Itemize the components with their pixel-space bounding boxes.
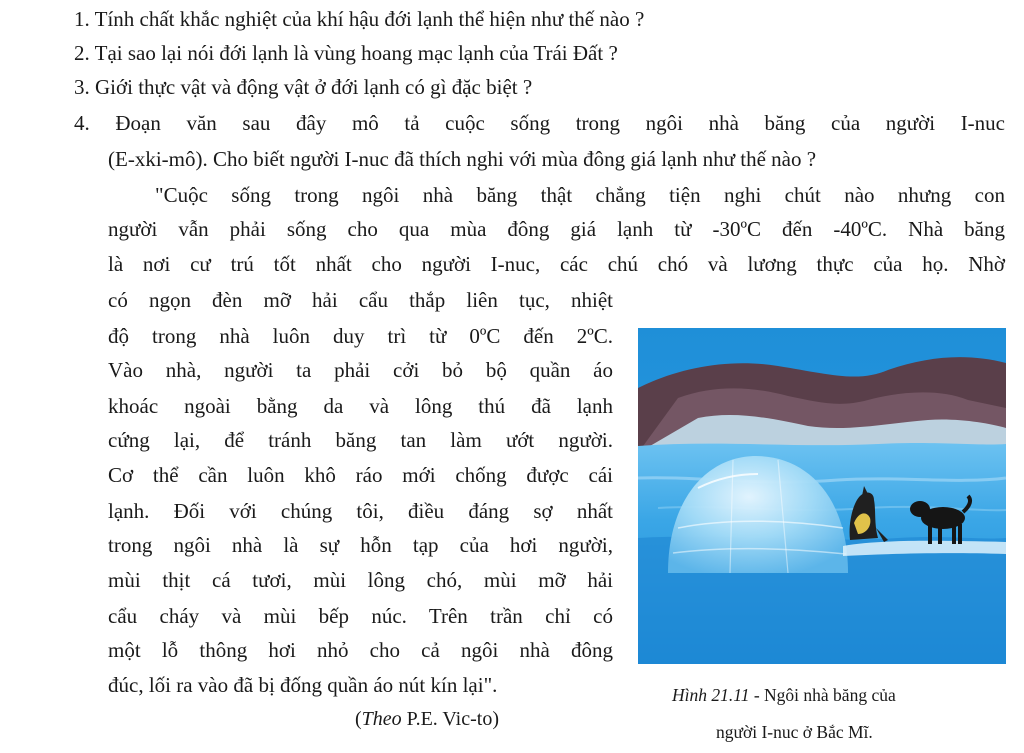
figure-caption-line-1 bbox=[672, 685, 896, 706]
question-3: 3. Giới thực vật và động vật ở đới lạnh có gì đặc biệt ? bbox=[74, 75, 533, 99]
column-line-3: Vào nhà, người ta phải cởi bỏ bộ quần áo bbox=[108, 358, 613, 382]
column-last-line: đúc, lối ra vào đã bị đống quần áo nút kín lại". bbox=[108, 673, 498, 697]
column-line-9: mùi thịt cá tươi, mùi lông chó, mùi mỡ hải bbox=[108, 568, 613, 592]
column-line-4: khoác ngoài bằng da và lông thú đã lạnh bbox=[108, 394, 613, 418]
column-line-2: độ trong nhà luôn duy trì từ 0ºC đến 2ºC. bbox=[108, 324, 613, 348]
column-line-10: cẩu cháy và mùi bếp núc. Trên trần chỉ có bbox=[108, 604, 613, 628]
figure-label: Hình 21.11 bbox=[672, 685, 750, 705]
passage-line-3: là nơi cư trú tốt nhất cho người I-nuc, các chú chó và lương thực của họ. Nhờ bbox=[108, 252, 1005, 276]
figure-caption-line-2: người I-nuc ở Bắc Mĩ. bbox=[716, 722, 873, 742]
source-theo: Theo bbox=[361, 708, 402, 730]
source-attribution bbox=[355, 704, 499, 734]
igloo-with-dogs-photo bbox=[638, 328, 1006, 664]
figure-caption-text: - Ngôi nhà băng của bbox=[749, 685, 896, 705]
question-4-line-2: (E-xki-mô). Cho biết người I-nuc đã thích nghi với mùa đông giá lạnh như thế nào ? bbox=[108, 147, 817, 171]
question-2: 2. Tại sao lại nói đới lạnh là vùng hoang mạc lạnh của Trái Đất ? bbox=[74, 41, 618, 65]
column-line-1: có ngọn đèn mỡ hải cẩu thắp liên tục, nhiệt bbox=[108, 288, 613, 312]
column-line-6: Cơ thể cần luôn khô ráo mới chống được cái bbox=[108, 463, 613, 487]
passage-line-2: người vẫn phải sống cho qua mùa đông giá lạnh từ -30ºC đến -40ºC. Nhà băng bbox=[108, 217, 1005, 241]
column-line-5: cứng lại, để tránh băng tan làm ướt người. bbox=[108, 428, 613, 452]
column-line-8: trong ngôi nhà là sự hỗn tạp của hơi người, bbox=[108, 533, 613, 557]
source-author: P.E. Vic-to) bbox=[401, 708, 499, 730]
question-1: 1. Tính chất khắc nghiệt của khí hậu đới lạnh thể hiện như thế nào ? bbox=[74, 7, 645, 31]
source-open-paren: ( bbox=[355, 708, 362, 730]
passage-line-1: "Cuộc sống trong ngôi nhà băng thật chẳng tiện nghi chút nào nhưng con bbox=[155, 183, 1005, 207]
column-line-11: một lỗ thông hơi nhỏ cho cả ngôi nhà đông bbox=[108, 638, 613, 662]
question-4-line-1: 4. Đoạn văn sau đây mô tả cuộc sống trong ngôi nhà băng của người I-nuc bbox=[74, 111, 1005, 135]
column-line-7: lạnh. Đối với chúng tôi, điều đáng sợ nhất bbox=[108, 499, 613, 523]
